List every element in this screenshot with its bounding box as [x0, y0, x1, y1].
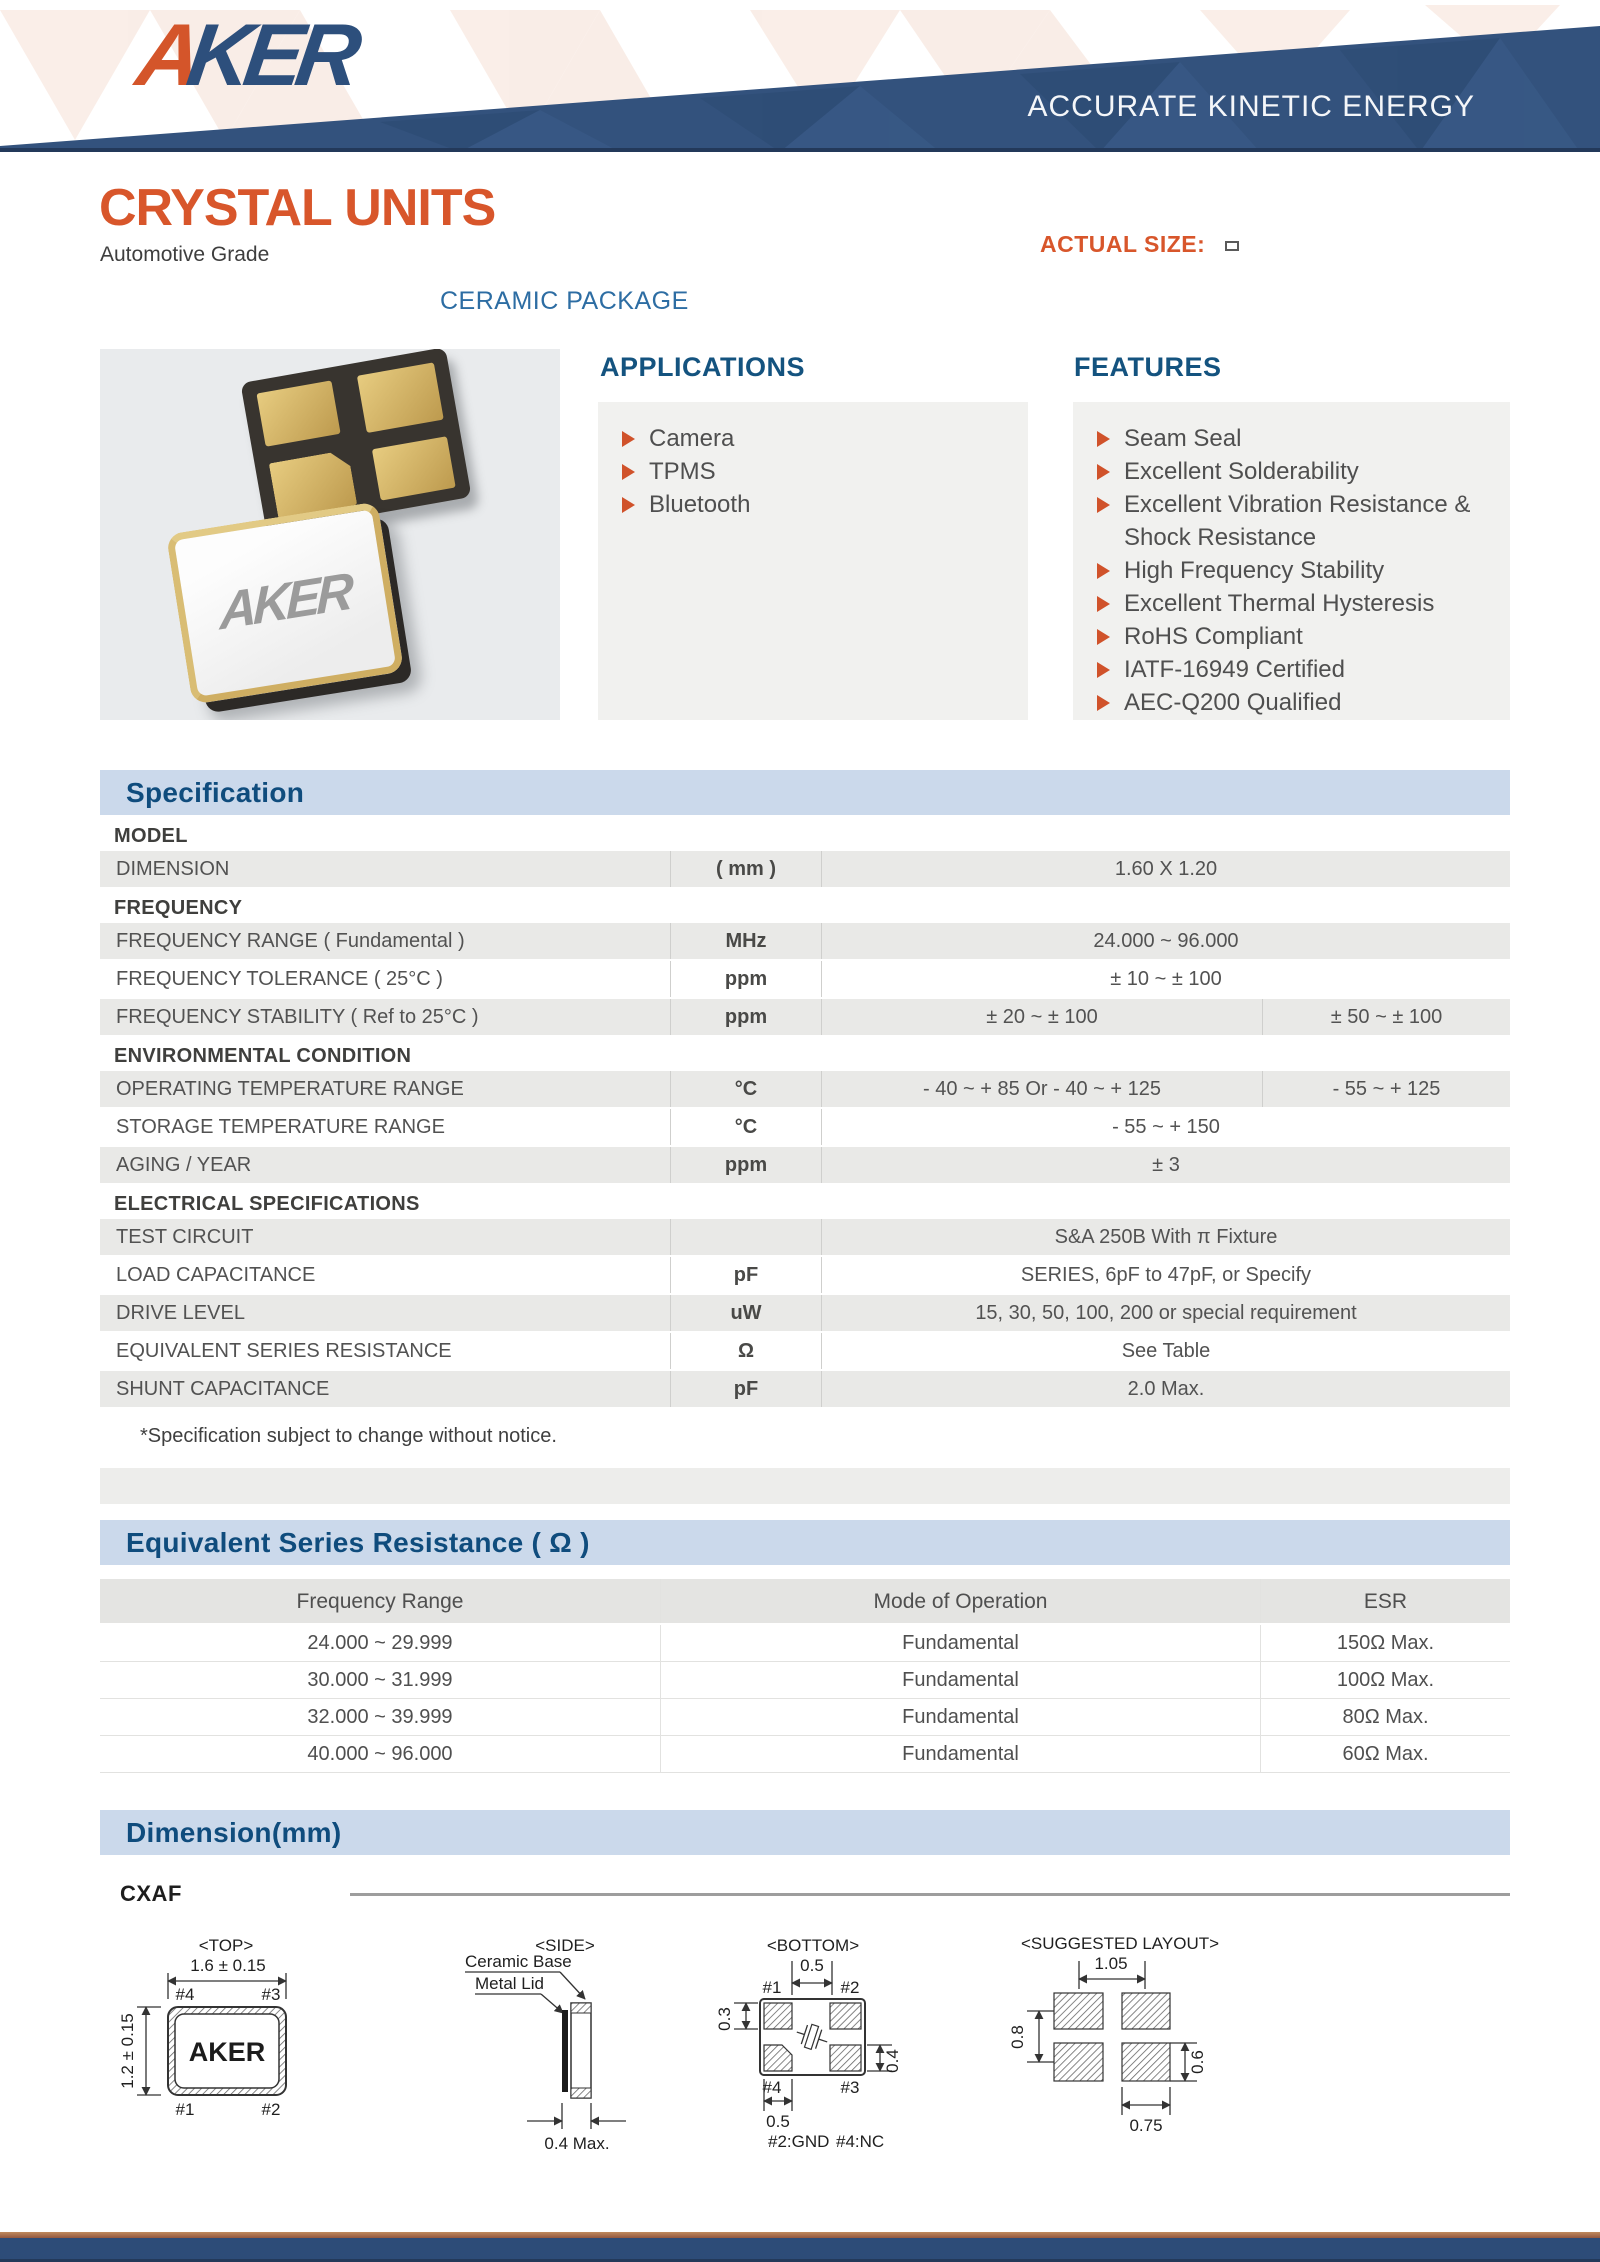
aker-logo-a: A [131, 5, 202, 104]
esr-row [100, 1662, 1510, 1699]
top-body-logo: AKER [188, 2037, 266, 2067]
spec-group-heading: ENVIRONMENTAL CONDITION [114, 1045, 412, 1067]
spec-row [100, 1333, 1510, 1369]
bullet-triangle-icon [1097, 662, 1110, 678]
spec-value: See Table [1121, 1340, 1211, 1362]
bullet-triangle-icon [622, 497, 635, 513]
spec-row [100, 851, 1510, 887]
list-item-label: Excellent Vibration Resistance & Shock Resistance [1124, 491, 1471, 551]
lid-logo-text: AKER [219, 562, 351, 642]
layout-left-dim: 0.8 [1008, 2025, 1027, 2049]
page-header [0, 0, 1600, 152]
spec-row [100, 961, 1510, 997]
spec-value: SERIES, 6pF to 47pF, or Specify [1020, 1264, 1312, 1286]
actual-size-text: ACTUAL SIZE: [1040, 231, 1206, 257]
list-item-label: High Frequency Stability [1124, 557, 1385, 584]
spec-row [100, 923, 1510, 959]
gold-pad [372, 436, 456, 500]
esr-cell: 80Ω Max. [1260, 1699, 1510, 1735]
bullet-triangle-icon [1097, 497, 1110, 513]
applications-heading: APPLICATIONS [600, 352, 806, 382]
spec-group-heading: MODEL [114, 825, 188, 847]
features-list [1073, 402, 1510, 720]
bullet-triangle-icon [1097, 695, 1110, 711]
esr-section [100, 1520, 1510, 1773]
esr-cell: 30.000 ~ 31.999 [307, 1669, 453, 1691]
spec-value: 1.60 X 1.20 [1114, 858, 1218, 880]
spec-parameter: AGING / YEAR [116, 1154, 252, 1176]
bottom-bottom-dim: 0.5 [766, 2112, 790, 2131]
spec-unit: pF [670, 1257, 822, 1293]
bullet-triangle-icon [622, 431, 635, 447]
footer-navy-bar [0, 2238, 1600, 2262]
bottom-pad-1: #1 [762, 1978, 782, 1997]
spec-parameter: DRIVE LEVEL [116, 1302, 245, 1324]
spec-row [100, 1219, 1510, 1255]
list-item [622, 488, 1018, 521]
spec-row [100, 1147, 1510, 1183]
top-pad-4: #4 [175, 1985, 195, 2004]
spec-parameter: FREQUENCY STABILITY ( Ref to 25°C ) [116, 1006, 479, 1028]
esr-row [100, 1736, 1510, 1773]
spec-row [100, 1371, 1510, 1407]
bottom-right-dim: 0.4 [883, 2049, 902, 2073]
spec-value: - 55 ~ + 125 [1262, 1071, 1510, 1107]
spec-value: ± 20 ~ ± 100 [986, 1006, 1098, 1028]
bottom-left-dim: 0.3 [715, 2007, 734, 2031]
bottom-pad-3: #3 [840, 2078, 860, 2097]
ceramic-base-label: Ceramic Base [465, 1952, 572, 1971]
divider-strip [100, 1468, 1510, 1504]
gold-pad [256, 380, 340, 446]
spec-unit: Ω [670, 1333, 822, 1369]
esr-row [100, 1699, 1510, 1736]
spec-parameter: FREQUENCY TOLERANCE ( 25°C ) [116, 968, 443, 990]
bottom-note-nc: #4:NC [836, 2132, 885, 2151]
spec-parameter: STORAGE TEMPERATURE RANGE [116, 1116, 445, 1138]
top-width-dim: 1.6 ± 0.15 [190, 1956, 266, 1975]
list-item [1097, 587, 1500, 620]
esr-cell: Fundamental [660, 1662, 1260, 1698]
esr-column-header: Mode of Operation [660, 1579, 1260, 1623]
esr-cell: Fundamental [660, 1699, 1260, 1735]
layout-view-title: <SUGGESTED LAYOUT> [1020, 1934, 1220, 1953]
esr-cell: 24.000 ~ 29.999 [307, 1632, 453, 1654]
spec-parameter: EQUIVALENT SERIES RESISTANCE [116, 1340, 452, 1362]
crystal-top-view-photo [166, 501, 404, 704]
list-item [1097, 488, 1500, 554]
spec-unit: uW [670, 1295, 822, 1331]
bottom-view-title: <BOTTOM> [766, 1936, 860, 1955]
aker-logo-ker: KER [181, 5, 361, 104]
esr-header-row [100, 1579, 1510, 1625]
list-item [1097, 686, 1500, 719]
list-item-label: AEC-Q200 Qualified [1124, 689, 1342, 716]
list-item [1097, 455, 1500, 488]
spec-unit: °C [670, 1109, 822, 1145]
model-name: CXAF [120, 1881, 182, 1906]
layout-view-drawing [1008, 1934, 1219, 2135]
side-view-drawing [465, 1936, 626, 2153]
list-item [1097, 653, 1500, 686]
esr-cell: Fundamental [660, 1736, 1260, 1772]
product-photo [100, 349, 560, 720]
bullet-triangle-icon [1097, 464, 1110, 480]
spec-parameter: TEST CIRCUIT [116, 1226, 254, 1248]
spec-row [100, 999, 1510, 1035]
list-item-label: RoHS Compliant [1124, 623, 1303, 650]
specification-section [100, 770, 1510, 1504]
list-item-label: IATF-16949 Certified [1124, 656, 1345, 683]
specification-table [100, 819, 1510, 1407]
bullet-triangle-icon [622, 464, 635, 480]
list-item [1097, 422, 1500, 455]
layout-top-dim: 1.05 [1094, 1954, 1128, 1973]
spec-unit: ( mm ) [670, 851, 822, 887]
spec-unit: ppm [670, 1147, 822, 1183]
top-height-dim: 1.2 ± 0.15 [118, 2013, 137, 2089]
spec-parameter: SHUNT CAPACITANCE [116, 1378, 330, 1400]
model-name-row [100, 1881, 1510, 1907]
applications-list [598, 402, 1028, 720]
list-item [622, 455, 1018, 488]
spec-value: - 40 ~ + 85 Or - 40 ~ + 125 [923, 1078, 1161, 1100]
actual-size-box [1225, 241, 1239, 251]
metal-lid-label: Metal Lid [475, 1974, 544, 1993]
spec-parameter: OPERATING TEMPERATURE RANGE [116, 1078, 464, 1100]
spec-row [100, 1295, 1510, 1331]
layout-bottom-dim: 0.75 [1129, 2116, 1163, 2135]
spec-row [100, 1109, 1510, 1145]
list-item-label: Seam Seal [1124, 425, 1242, 452]
esr-column-header: ESR [1260, 1579, 1510, 1623]
spec-unit: MHz [670, 923, 822, 959]
spec-value: 24.000 ~ 96.000 [1093, 930, 1239, 952]
spec-row [100, 1071, 1510, 1107]
bullet-triangle-icon [1097, 629, 1110, 645]
spec-value: - 55 ~ + 150 [1112, 1116, 1220, 1138]
bottom-pad-2: #2 [840, 1978, 860, 1997]
spec-parameter: LOAD CAPACITANCE [116, 1264, 316, 1286]
spec-value: 2.0 Max. [1127, 1378, 1205, 1400]
top-pad-3: #3 [261, 1985, 281, 2004]
esr-column-header: Frequency Range [296, 1590, 464, 1613]
top-view-drawing [118, 1936, 286, 2119]
actual-size-label [1040, 231, 1239, 258]
spec-group-heading: FREQUENCY [114, 897, 243, 919]
esr-cell: 32.000 ~ 39.999 [307, 1706, 453, 1728]
spec-unit: ppm [670, 999, 822, 1035]
features-heading: FEATURES [1074, 352, 1222, 382]
top-view-title: <TOP> [198, 1936, 254, 1955]
ceramic-package-label: CERAMIC PACKAGE [440, 287, 689, 315]
list-item [1097, 554, 1500, 587]
side-thickness-dim: 0.4 Max. [544, 2134, 610, 2153]
esr-cell: 100Ω Max. [1260, 1662, 1510, 1698]
bottom-top-dim: 0.5 [800, 1956, 824, 1975]
specification-footnote: *Specification subject to change without notice. [140, 1425, 557, 1447]
list-item-label: Bluetooth [649, 491, 751, 518]
list-item [622, 422, 1018, 455]
spec-value: ± 3 [1152, 1154, 1180, 1176]
list-item-label: Excellent Thermal Hysteresis [1124, 590, 1435, 617]
dimension-section [100, 1810, 1510, 2226]
spec-unit [670, 1219, 822, 1255]
esr-cell: 60Ω Max. [1260, 1736, 1510, 1772]
spec-value: S&A 250B With π Fixture [1054, 1226, 1278, 1248]
list-item-label: Excellent Solderability [1124, 458, 1359, 485]
layout-right-dim: 0.6 [1188, 2050, 1207, 2074]
spec-group-heading: ELECTRICAL SPECIFICATIONS [114, 1193, 420, 1215]
model-rule-line [350, 1893, 1510, 1896]
bullet-triangle-icon [1097, 563, 1110, 579]
esr-table [100, 1579, 1510, 1773]
spec-parameter: FREQUENCY RANGE ( Fundamental ) [116, 930, 465, 952]
spec-parameter: DIMENSION [116, 858, 230, 880]
dimension-drawings [100, 1921, 1510, 2221]
esr-heading: Equivalent Series Resistance ( Ω ) [100, 1520, 1510, 1565]
top-pad-2: #2 [261, 2100, 281, 2119]
top-pad-1: #1 [175, 2100, 195, 2119]
aker-logo [130, 0, 361, 110]
bottom-note-gnd: #2:GND [768, 2132, 830, 2151]
spec-value: ± 10 ~ ± 100 [1110, 968, 1222, 990]
esr-row [100, 1625, 1510, 1662]
spec-value: 15, 30, 50, 100, 200 or special requirement [975, 1302, 1357, 1324]
esr-cell: Fundamental [660, 1625, 1260, 1661]
bullet-triangle-icon [1097, 596, 1110, 612]
spec-row [100, 1257, 1510, 1293]
esr-cell: 40.000 ~ 96.000 [307, 1743, 453, 1765]
list-item-label: Camera [649, 425, 735, 452]
bottom-view-drawing [715, 1936, 902, 2151]
bottom-pad-4: #4 [762, 2078, 782, 2097]
spec-unit: °C [670, 1071, 822, 1107]
company-tagline: ACCURATE KINETIC ENERGY [1027, 90, 1475, 123]
spec-value: ± 50 ~ ± 100 [1262, 999, 1510, 1035]
gold-pad [357, 362, 444, 433]
bullet-triangle-icon [1097, 431, 1110, 447]
page-subtitle: Automotive Grade [100, 243, 270, 266]
list-item [1097, 620, 1500, 653]
dimension-heading: Dimension(mm) [100, 1810, 1510, 1855]
list-item-label: TPMS [649, 458, 716, 485]
spec-unit: ppm [670, 961, 822, 997]
page-footer [0, 2232, 1600, 2262]
page-title: CRYSTAL UNITS [99, 179, 496, 237]
esr-cell: 150Ω Max. [1260, 1625, 1510, 1661]
side-view-title: <SIDE> [535, 1936, 595, 1955]
specification-heading: Specification [100, 770, 1510, 815]
spec-unit: pF [670, 1371, 822, 1407]
